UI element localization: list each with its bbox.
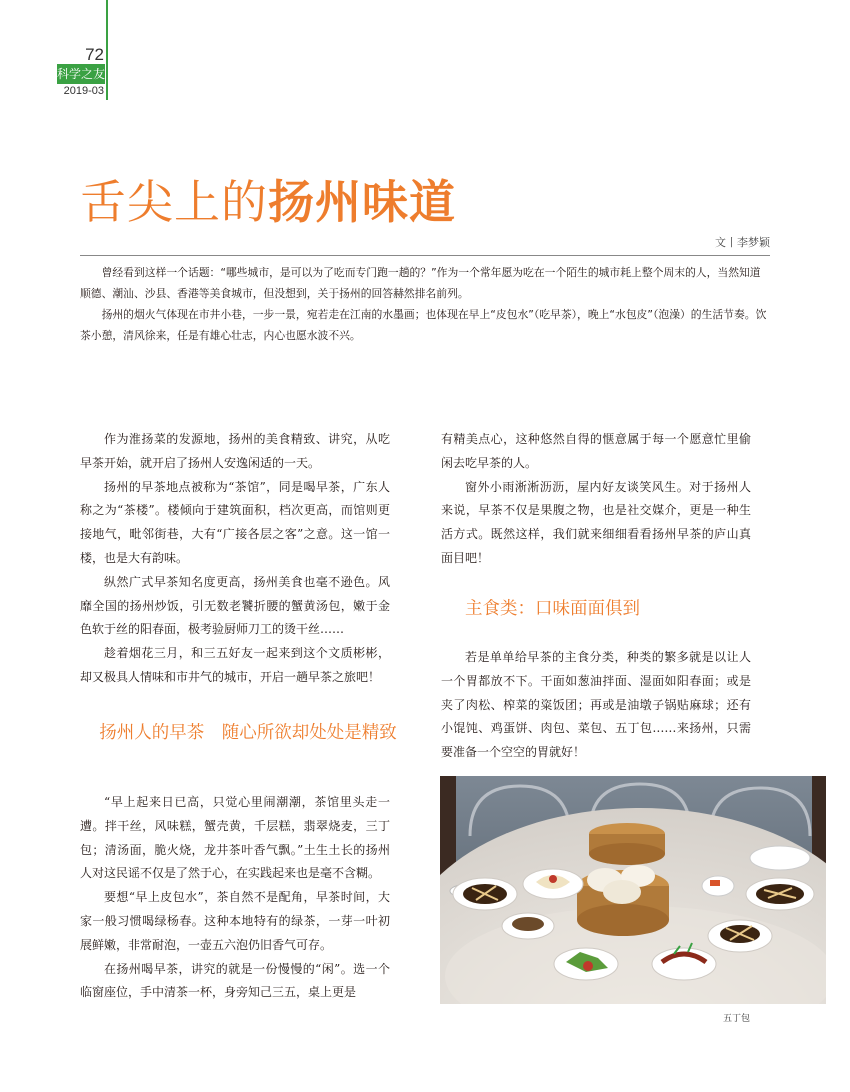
byline: 文丨李梦颖 <box>715 236 770 249</box>
paragraph: 有精美点心，这种悠然自得的惬意属于每一个愿意忙里偷闲去吃早茶的人。 <box>441 432 751 470</box>
title-part1: 舌尖上的 <box>80 175 268 229</box>
food-photo <box>440 776 826 1004</box>
dim-sum-table-illustration <box>440 776 826 1004</box>
column-left <box>80 428 390 690</box>
magazine-name-badge: 科学之友 <box>57 64 105 84</box>
paragraph: “早上起来日已高，只觉心里闹潮潮，茶馆里头走一遭。拌干丝，风味糕，蟹壳黄，千层糕，翡翠烧麦，三丁包；清汤面，脆火烧，龙井茶叶香气飘。”土生土长的扬州人对这民谣不仅是了然于心，在实践起来也是毫不含糊。 <box>80 795 390 881</box>
photo-caption: 五丁包 <box>723 1014 751 1024</box>
article-title <box>80 170 456 234</box>
paragraph: 纵然广式早茶知名度更高，扬州美食也毫不逊色。风靡全国的扬州炒饭，引无数老饕折腰的蟹黄汤包，嫩于金色软于丝的阳春面，极考验厨师刀工的烫干丝…… <box>80 574 390 637</box>
column-right-continued <box>441 646 751 765</box>
paragraph: 在扬州喝早茶，讲究的就是一份慢慢的“闲”。选一个临窗座位，手中清茶一杯，身旁知己三五，桌上更是 <box>80 961 390 1000</box>
paragraph: 要想“早上皮包水”，茶自然不是配角，早茶时间，大家一般习惯喝绿杨春。这种本地特有的绿茶，一芽一叶初展鲜嫩，非常耐泡，一壶五六泡仍旧香气可存。 <box>80 890 390 952</box>
intro-section <box>80 262 770 346</box>
column-left-continued <box>80 791 390 1005</box>
intro-paragraph: 扬州的烟火气体现在市井小巷，一步一景，宛若走在江南的水墨画；也体现在早上“皮包水”（吃早茶），晚上“水包皮”（泡澡）的生活节奏。饮茶小憩，清风徐来，任是有雄心壮志，内心也愿水波不兴。 <box>80 308 767 342</box>
paragraph: 窗外小雨淅淅沥沥，屋内好友谈笑风生。对于扬州人来说，早茶不仅是果腹之物，也是社交媒介，更是一种生活方式。既然这样，我们就来细细看看扬州早茶的庐山真面目吧！ <box>441 479 751 565</box>
paragraph: 若是单单给早茶的主食分类，种类的繁多就是以让人一个胃都放不下。干面如葱油拌面、湿面如阳春面；或是夹了肉松、榨菜的粢饭团；再或是油墩子锅贴麻球；还有小馄饨、鸡蛋饼、肉包、菜包、五丁包……来扬州，只需要准备一个空空的胃就好！ <box>441 650 751 760</box>
section-heading-staple-food: 主食类：口味面面俱到 <box>465 599 640 619</box>
column-right <box>441 428 751 571</box>
title-part2: 扬州味道 <box>268 175 456 229</box>
page-number: 72 <box>85 45 104 64</box>
paragraph: 趁着烟花三月，和三五好友一起来到这个文质彬彬，却又极具人情味和市井气的城市，开启一趟早茶之旅吧！ <box>80 646 390 684</box>
header-rule <box>106 0 108 100</box>
intro-paragraph: 曾经看到这样一个话题：“哪些城市，是可以为了吃而专门跑一趟的？”作为一个常年愿为吃在一个陌生的城市耗上整个周末的人，当然知道顺德、潮汕、沙县、香港等美食城市，但没想到，关于扬州的回答赫然排名前列。 <box>80 266 761 300</box>
issue-date: 2019-03 <box>63 85 104 97</box>
title-divider <box>80 255 770 256</box>
section-heading-morning-tea: 扬州人的早茶 随心所欲却处处是精致 <box>99 723 397 743</box>
paragraph: 扬州的早茶地点被称为“茶馆”，同是喝早茶，广东人称之为“茶楼”。楼倾向于建筑面积，档次更高，而馆则更接地气，毗邻街巷，大有“广接各层之客”之意。这一馆一楼，也是大有韵味。 <box>80 479 390 565</box>
paragraph: 作为淮扬菜的发源地，扬州的美食精致、讲究，从吃早茶开始，就开启了扬州人安逸闲适的一天。 <box>80 432 390 470</box>
